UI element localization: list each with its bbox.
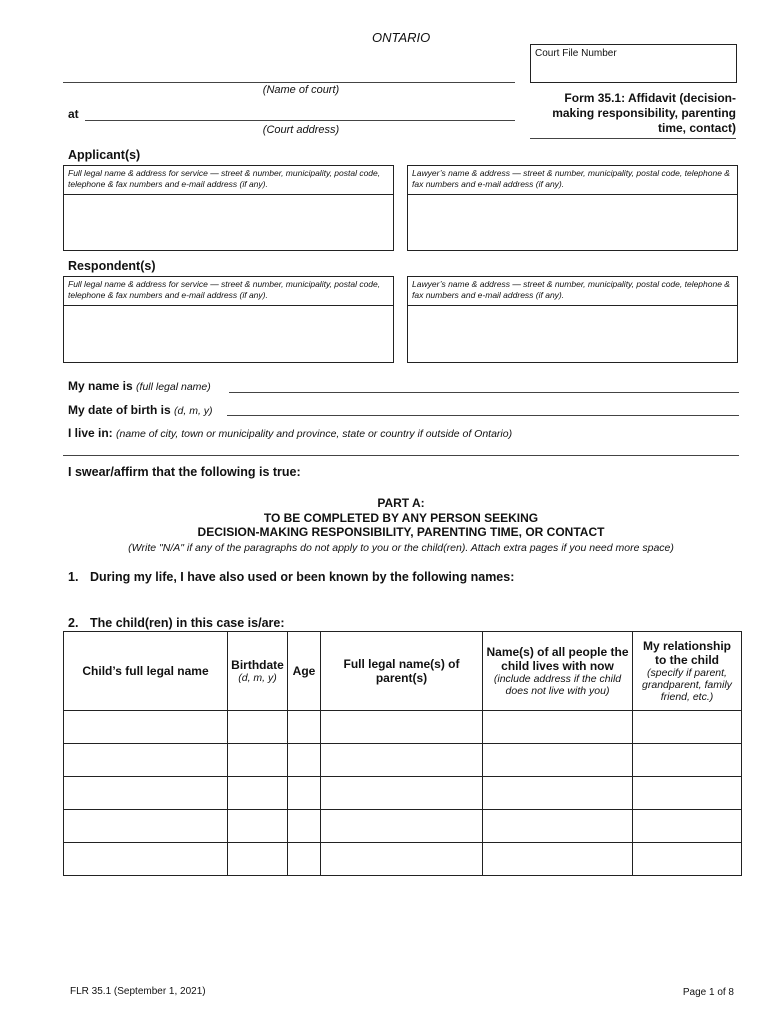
- table-cell[interactable]: [321, 843, 483, 876]
- respondents-heading: Respondent(s): [68, 259, 156, 273]
- dob-hint: (d, m, y): [174, 405, 213, 417]
- col-birthdate-label: Birthdate: [231, 658, 284, 672]
- court-address-line[interactable]: [85, 120, 515, 121]
- table-cell[interactable]: [228, 843, 288, 876]
- live-in-label: I live in:: [68, 426, 113, 440]
- question-1-number: 1.: [68, 570, 79, 584]
- my-name-row: [68, 379, 211, 393]
- col-relationship-label: My relationship to the child: [642, 639, 731, 667]
- col-lives-with: [483, 632, 633, 711]
- applicant-party-box[interactable]: [63, 165, 394, 251]
- applicant-party-hint: Full legal name & address for service — street & number, municipality, postal code, telephone & fax numbers and e-mail address (if any).: [64, 166, 393, 195]
- table-cell[interactable]: [64, 711, 228, 744]
- part-a-heading: [63, 496, 739, 540]
- footer-page-number: Page 1 of 8: [682, 987, 734, 998]
- respondent-party-hint: Full legal name & address for service — street & number, municipality, postal code, telephone & fax numbers and e-mail address (if any).: [64, 277, 393, 306]
- children-table: [63, 631, 742, 876]
- applicant-lawyer-box[interactable]: [407, 165, 738, 251]
- part-a-line2: TO BE COMPLETED BY ANY PERSON SEEKING: [263, 510, 539, 525]
- table-cell[interactable]: [483, 711, 633, 744]
- question-1: [68, 570, 514, 584]
- table-cell[interactable]: [228, 810, 288, 843]
- table-cell[interactable]: [321, 777, 483, 810]
- col-age: [288, 632, 321, 711]
- my-name-label: My name is: [68, 379, 133, 393]
- table-cell[interactable]: [633, 777, 742, 810]
- col-birthdate: [228, 632, 288, 711]
- dob-row: [68, 403, 213, 417]
- table-cell[interactable]: [633, 843, 742, 876]
- table-cell[interactable]: [483, 744, 633, 777]
- respondent-lawyer-hint: Lawyer’s name & address — street & number, municipality, postal code, telephone & fax numbers and e-mail address (if any).: [408, 277, 737, 306]
- respondent-lawyer-box[interactable]: [407, 276, 738, 363]
- footer-form-id: FLR 35.1 (September 1, 2021): [70, 986, 206, 997]
- table-cell[interactable]: [633, 744, 742, 777]
- col-lives-with-label: Name(s) of all people the child lives with now: [486, 645, 629, 673]
- table-cell[interactable]: [64, 843, 228, 876]
- table-row: [64, 744, 742, 777]
- applicant-lawyer-hint: Lawyer’s name & address — street & number, municipality, postal code, telephone & fax numbers and e-mail address (if any).: [408, 166, 737, 195]
- live-in-hint: (name of city, town or municipality and province, state or country if outside of Ontario): [116, 428, 513, 440]
- name-of-court-line[interactable]: [63, 82, 515, 83]
- table-cell[interactable]: [64, 744, 228, 777]
- at-label: at: [68, 107, 79, 121]
- table-cell[interactable]: [228, 744, 288, 777]
- table-cell[interactable]: [288, 843, 321, 876]
- table-cell[interactable]: [321, 711, 483, 744]
- respondent-party-box[interactable]: [63, 276, 394, 363]
- applicants-heading: Applicant(s): [68, 148, 141, 162]
- col-relationship: [633, 632, 742, 711]
- col-lives-with-sub: (include address if the child does not live with you): [493, 673, 622, 697]
- table-row: [64, 711, 742, 744]
- col-parents-label: Full legal name(s) of parent(s): [343, 657, 460, 685]
- col-parents: [321, 632, 483, 711]
- table-row: [64, 777, 742, 810]
- part-a-line3: DECISION-MAKING RESPONSIBILITY, PARENTING TIME, OR CONTACT: [197, 525, 605, 539]
- table-cell[interactable]: [483, 843, 633, 876]
- jurisdiction: ONTARIO: [372, 30, 431, 45]
- form-title: Form 35.1: Affidavit (decision-making responsibility, parenting time, contact): [552, 91, 736, 135]
- table-row: [64, 810, 742, 843]
- dob-line[interactable]: [227, 415, 739, 416]
- table-cell[interactable]: [228, 711, 288, 744]
- table-cell[interactable]: [483, 810, 633, 843]
- court-address-caption: (Court address): [262, 124, 340, 136]
- question-2-number: 2.: [68, 616, 79, 630]
- my-name-line[interactable]: [229, 392, 739, 393]
- table-cell[interactable]: [321, 810, 483, 843]
- table-cell[interactable]: [633, 810, 742, 843]
- name-of-court-caption: (Name of court): [262, 84, 340, 96]
- court-file-number-label: Court File Number: [535, 48, 617, 59]
- table-cell[interactable]: [64, 810, 228, 843]
- court-file-number-field[interactable]: [530, 44, 737, 83]
- question-1-text: During my life, I have also used or been known by the following names:: [90, 570, 515, 584]
- table-cell[interactable]: [288, 744, 321, 777]
- live-in-row: [68, 426, 512, 440]
- table-cell[interactable]: [483, 777, 633, 810]
- col-birthdate-sub: (d, m, y): [238, 672, 277, 684]
- question-2: [68, 616, 285, 630]
- col-child-name-label: Child’s full legal name: [82, 664, 209, 678]
- swear-statement: I swear/affirm that the following is true:: [68, 465, 301, 479]
- table-cell[interactable]: [228, 777, 288, 810]
- dob-label: My date of birth is: [68, 403, 171, 417]
- form-title-underline: [530, 138, 736, 139]
- col-relationship-sub: (specify if parent, grandparent, family friend, etc.): [642, 667, 732, 703]
- question-2-text: The child(ren) in this case is/are:: [90, 616, 285, 630]
- children-table-header: [64, 632, 742, 711]
- col-age-label: Age: [292, 664, 316, 678]
- table-cell[interactable]: [288, 777, 321, 810]
- table-cell[interactable]: [321, 744, 483, 777]
- table-cell[interactable]: [288, 711, 321, 744]
- table-cell[interactable]: [64, 777, 228, 810]
- table-cell[interactable]: [288, 810, 321, 843]
- table-cell[interactable]: [633, 711, 742, 744]
- live-in-line[interactable]: [63, 455, 739, 456]
- part-a-instruction: (Write "N/A" if any of the paragraphs do not apply to you or the child(ren). Attach extra pages if you need more space): [128, 542, 674, 554]
- table-row: [64, 843, 742, 876]
- col-child-name: [64, 632, 228, 711]
- my-name-hint: (full legal name): [136, 381, 211, 393]
- part-a-line1: PART A:: [377, 496, 425, 510]
